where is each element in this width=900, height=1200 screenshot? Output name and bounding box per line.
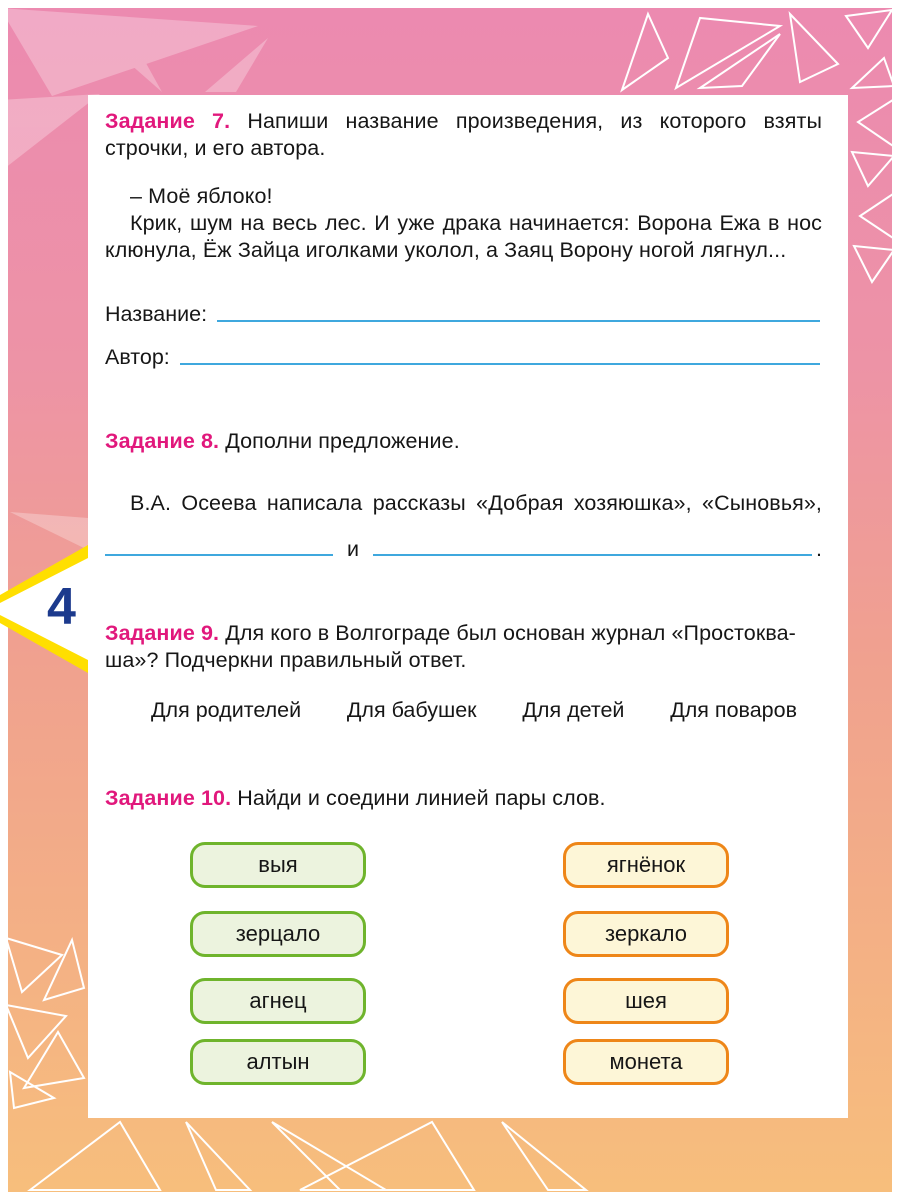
- task-8: [105, 428, 822, 455]
- task-7-instruction: Напиши название произведения, из которого взяты строчки, и его автора.: [105, 109, 822, 160]
- author-answer-line[interactable]: [180, 363, 820, 365]
- task-7: [105, 108, 822, 162]
- word-box-left-3[interactable]: агнец: [190, 978, 366, 1024]
- task-8-answer-row: [105, 536, 822, 560]
- page-number: 4: [47, 578, 76, 636]
- task-9-instruction-line-2: ша»? Подчеркни правильный ответ.: [105, 648, 467, 672]
- word-box-right-2[interactable]: зеркало: [563, 911, 729, 957]
- word-box-right-1[interactable]: ягнёнок: [563, 842, 729, 888]
- task-8-answer-line-1[interactable]: [105, 554, 333, 556]
- task-8-connector: и: [347, 537, 360, 561]
- task-7-quote: [105, 183, 822, 264]
- word-box-right-3[interactable]: шея: [563, 978, 729, 1024]
- task-7-label: Задание 7.: [105, 109, 231, 133]
- answer-option-2[interactable]: Для бабушек: [346, 698, 477, 722]
- task-7-quote-line-1: – Моё яблоко!: [130, 184, 273, 208]
- task-7-quote-line-2: Крик, шум на весь лес. И уже драка начинается: Ворона Ежа в нос клюнула, Ёж Зайца иголками уколол, а Заяц Ворону ногой лягнул...: [105, 211, 822, 262]
- task-9: [105, 620, 822, 674]
- page-number-tab: [0, 545, 88, 673]
- word-box-right-4[interactable]: монета: [563, 1039, 729, 1085]
- task-8-sentence: В.А. Осеева написала рассказы «Добрая хозяюшка», «Сыновья»,: [130, 491, 822, 515]
- answer-option-3[interactable]: Для детей: [522, 698, 625, 722]
- word-box-left-2[interactable]: зерцало: [190, 911, 366, 957]
- answer-option-1[interactable]: Для родителей: [151, 698, 302, 722]
- answer-option-4[interactable]: Для поваров: [670, 698, 797, 722]
- author-field: [105, 343, 822, 369]
- task-8-sentence-block: [105, 490, 822, 517]
- task-8-answer-line-2[interactable]: [373, 554, 812, 556]
- worksheet-page: [88, 95, 848, 1118]
- task-8-label: Задание 8.: [105, 429, 220, 453]
- author-field-label: Автор:: [105, 345, 170, 369]
- word-box-left-4[interactable]: алтын: [190, 1039, 366, 1085]
- title-answer-line[interactable]: [217, 320, 820, 322]
- title-field-label: Название:: [105, 302, 208, 326]
- task-10-instruction: Найди и соедини линией пары слов.: [237, 786, 606, 810]
- task-9-options: [151, 698, 797, 723]
- task-9-label: Задание 9.: [105, 621, 220, 645]
- word-box-left-1[interactable]: выя: [190, 842, 366, 888]
- task-9-instruction-line-1: Для кого в Волгограде был основан журнал «Простоква-: [225, 621, 796, 645]
- task-10-label: Задание 10.: [105, 786, 232, 810]
- task-8-period: .: [816, 537, 822, 561]
- task-10: [105, 785, 822, 812]
- task-8-instruction: Дополни предложение.: [225, 429, 460, 453]
- title-field: [105, 300, 822, 326]
